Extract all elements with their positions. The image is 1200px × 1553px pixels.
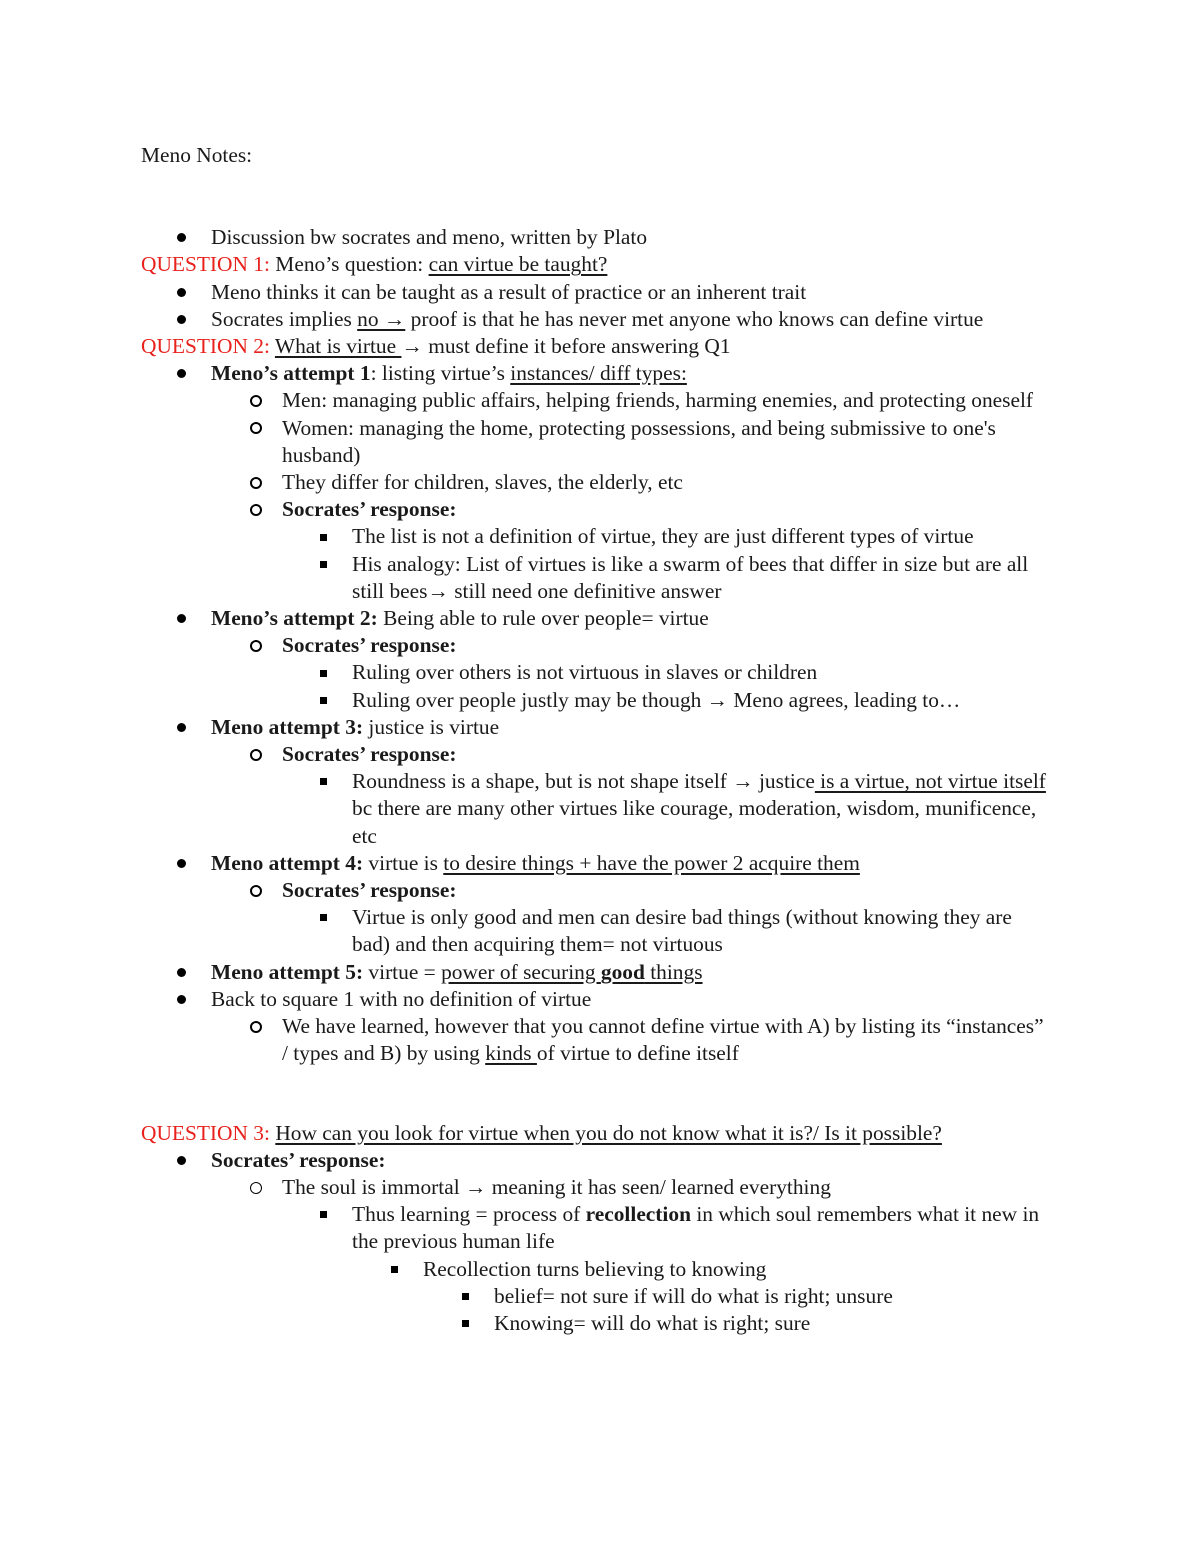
paragraph-gap xyxy=(141,1068,1050,1120)
page-title: Meno Notes: xyxy=(141,143,253,167)
bullet-ring-icon xyxy=(246,632,266,659)
list-item: Ruling over others is not virtuous in slaves or children xyxy=(141,659,1050,686)
list-item: Men: managing public affairs, helping friends, harming enemies, and protecting oneself xyxy=(141,387,1050,414)
question-2-heading: QUESTION 2: What is virtue → must define it before answering Q1 xyxy=(141,334,731,359)
bullet-dot-icon xyxy=(171,279,191,306)
bullet-dot-icon xyxy=(171,959,191,986)
list-item: Meno attempt 3: justice is virtue xyxy=(141,714,1050,741)
question-label: QUESTION 2 xyxy=(141,334,264,359)
bullet-dot-icon xyxy=(171,714,191,741)
list-item: Knowing= will do what is right; sure xyxy=(141,1310,1050,1337)
list-item: Meno’s attempt 1: listing virtue’s instances/ diff types: xyxy=(141,360,1050,387)
bullet-square-icon xyxy=(313,551,333,578)
bullet-thin-ring-icon xyxy=(246,1174,266,1201)
list-item: His analogy: List of virtues is like a swarm of bees that differ in size but are all still bees→ still need one definitive answer xyxy=(141,551,1050,605)
bullet-dot-icon xyxy=(171,360,191,387)
list-item: Socrates’ response: xyxy=(141,496,1050,523)
list-item: The list is not a definition of virtue, they are just different types of virtue xyxy=(141,523,1050,550)
bullet-ring-icon xyxy=(246,387,266,414)
list-item: The soul is immortal → meaning it has seen/ learned everything xyxy=(141,1174,1050,1201)
list-item: Socrates implies no → proof is that he has never met anyone who knows can define virtue xyxy=(141,306,1050,333)
bullet-ring-icon xyxy=(246,1013,266,1040)
list-item: Thus learning = process of recollection in which soul remembers what it new in the previous human life xyxy=(141,1201,1050,1255)
bullet-ring-icon xyxy=(246,877,266,904)
list-item: Meno thinks it can be taught as a result of practice or an inherent trait xyxy=(141,279,1050,306)
question-label: QUESTION 1 xyxy=(141,252,264,277)
list-item: Socrates’ response: xyxy=(141,1147,1050,1174)
list-item: They differ for children, slaves, the elderly, etc xyxy=(141,469,1050,496)
list-item: Back to square 1 with no definition of virtue xyxy=(141,986,1050,1013)
bullet-ring-icon xyxy=(246,415,266,442)
list-item: Socrates’ response: xyxy=(141,632,1050,659)
question-3-heading: QUESTION 3: How can you look for virtue when you do not know what it is?/ Is it possible? xyxy=(141,1120,942,1145)
list-item: Women: managing the home, protecting possessions, and being submissive to one's husband) xyxy=(141,415,1050,469)
list-item: Socrates’ response: xyxy=(141,741,1050,768)
bullet-square-icon xyxy=(455,1283,475,1310)
bullet-dot-icon xyxy=(171,224,191,251)
bullet-dot-icon xyxy=(171,986,191,1013)
list-item: belief= not sure if will do what is right; unsure xyxy=(141,1283,1050,1310)
list-item: Virtue is only good and men can desire bad things (without knowing they are bad) and then acquiring them= not virtuous xyxy=(141,904,1050,958)
bullet-dot-icon xyxy=(171,1147,191,1174)
list-item: Socrates’ response: xyxy=(141,877,1050,904)
list-item: We have learned, however that you cannot define virtue with A) by listing its “instances” / types and B) by using kinds of virtue to define itself xyxy=(141,1013,1050,1067)
bullet-ring-icon xyxy=(246,496,266,523)
question-1-heading: QUESTION 1: Meno’s question: can virtue be taught? xyxy=(141,252,608,277)
bullet-square-icon xyxy=(384,1256,404,1283)
list-item: Discussion bw socrates and meno, written by Plato xyxy=(141,224,1050,251)
bullet-ring-icon xyxy=(246,469,266,496)
list-item: Meno attempt 5: virtue = power of securing good things xyxy=(141,959,1050,986)
list-item: Meno attempt 4: virtue is to desire things + have the power 2 acquire them xyxy=(141,850,1050,877)
bullet-square-icon xyxy=(313,768,333,795)
bullet-square-icon xyxy=(313,687,333,714)
question-label: QUESTION 3 xyxy=(141,1120,264,1145)
list-item: Roundness is a shape, but is not shape itself → justice is a virtue, not virtue itself bc there are many other virtues like courage, moderation, wisdom, munificence, etc xyxy=(141,768,1050,850)
bullet-square-icon xyxy=(313,904,333,931)
bullet-square-icon xyxy=(313,659,333,686)
bullet-dot-icon xyxy=(171,605,191,632)
bullet-square-icon xyxy=(455,1310,475,1337)
bullet-square-icon xyxy=(313,523,333,550)
list-item: Recollection turns believing to knowing xyxy=(141,1256,1050,1283)
list-item: Meno’s attempt 2: Being able to rule over people= virtue xyxy=(141,605,1050,632)
list-item: Ruling over people justly may be though → Meno agrees, leading to… xyxy=(141,687,1050,714)
bullet-dot-icon xyxy=(171,850,191,877)
bullet-dot-icon xyxy=(171,306,191,333)
bullet-ring-icon xyxy=(246,741,266,768)
bullet-square-icon xyxy=(313,1201,333,1228)
